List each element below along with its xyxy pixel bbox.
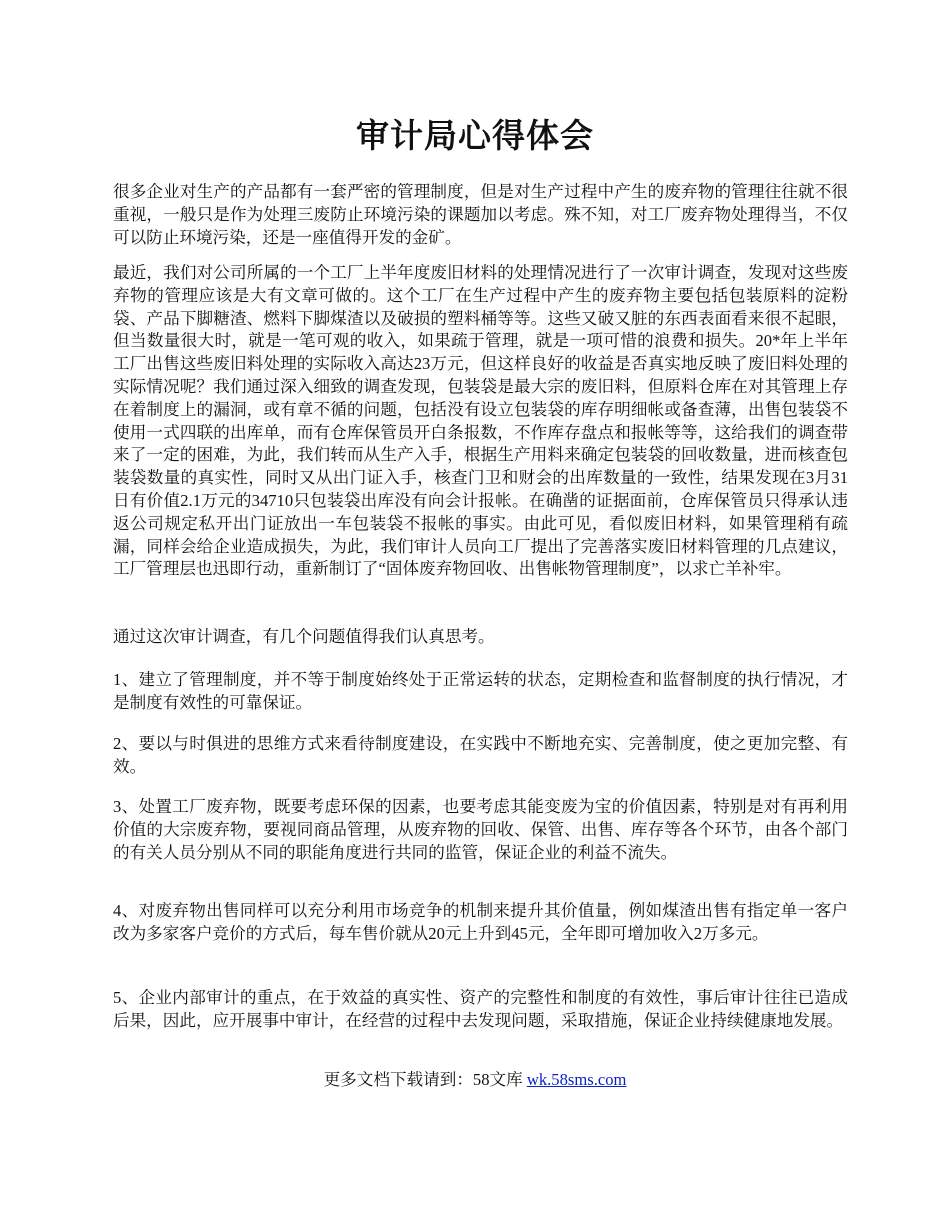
footer-link[interactable]: wk.58sms.com: [526, 1070, 627, 1089]
document-title: 审计局心得体会: [356, 116, 594, 155]
paragraph-point-4: 4、对废弃物出售同样可以充分利用市场竞争的机制来提升其价值量，例如煤渣出售有指定单一客户改为多家客户竞价的方式后，每车售价就从20元上升到45元，全年即可增加收入2万多元。: [113, 901, 848, 943]
paragraph-audit-case: 最近，我们对公司所属的一个工厂上半年度废旧材料的处理情况进行了一次审计调查，发现对这些废弃物的管理应该是大有文章可做的。这个工厂在生产过程中产生的废弃物主要包括包装原料的淀粉袋、产品下脚糖渣、燃料下脚煤渣以及破损的塑料桶等等。这些又破又脏的东西表面看来很不起眼，但当数量很大时，就是一笔可观的收入，如果疏于管理，就是一项可惜的浪费和损失。20*年上半年工厂出售这些废旧料处理的实际收入高达23万元，但这样良好的收益是否真实地反映了废旧料处理的实际情况呢？我们通过深入细致的调查发现，包装袋是最大宗的废旧料，但原料仓库在对其管理上存在着制度上的漏洞，或有章不循的问题，包括没有设立包装袋的库存明细帐或备查薄，出售包装袋不使用一式四联的出库单，而有仓库保管员开白条报数，不作库存盘点和报帐等等，这给我们的调查带来了一定的困难，为此，我们转而从生产入手，根据生产用料来确定包装袋的回收数量，进而核查包装袋数量的真实性，同时又从出门证入手，核查门卫和财会的出库数量的一致性，结果发现在3月31日有价值2.1万元的34710只包装袋出库没有向会计报帐。在确凿的证据面前，仓库保管员只得承认违返公司规定私开出门证放出一车包装袋不报帐的事实。由此可见，看似废旧材料，如果管理稍有疏漏，同样会给企业造成损失，为此，我们审计人员向工厂提出了完善落实废旧材料管理的几点建议，工厂管理层也迅即行动，重新制订了“固体废弃物回收、出售帐物管理制度”，以求亡羊补牢。: [113, 263, 848, 579]
paragraph-point-3: 3、处置工厂废弃物，既要考虑环保的因素，也要考虑其能变废为宝的价值因素，特别是对有再利用价值的大宗废弃物，要视同商品管理，从废弃物的回收、保管、出售、库存等各个环节，由各个部门的有关人员分别从不同的职能角度进行共同的监管，保证企业的利益不流失。: [113, 797, 848, 862]
paragraph-reflection-lead: 通过这次审计调查，有几个问题值得我们认真思考。: [113, 627, 495, 646]
paragraph-point-1: 1、建立了管理制度，并不等于制度始终处于正常运转的状态，定期检查和监督制度的执行情况，才是制度有效性的可靠保证。: [113, 670, 848, 712]
footer: [0, 1068, 950, 1092]
paragraph-intro: 很多企业对生产的产品都有一套严密的管理制度，但是对生产过程中产生的废弃物的管理往往就不很重视，一般只是作为处理三废防止环境污染的课题加以考虑。殊不知，对工厂废弃物处理得当，不仅可以防止环境污染，还是一座值得开发的金矿。: [113, 182, 848, 247]
paragraph-point-2: 2、要以与时俱进的思维方式来看待制度建设，在实践中不断地充实、完善制度，使之更加完整、有效。: [113, 734, 848, 776]
footer-text: 更多文档下载请到：58文库: [323, 1070, 527, 1089]
paragraph-point-5: 5、企业内部审计的重点，在于效益的真实性、资产的完整性和制度的有效性，事后审计往往已造成后果，因此，应开展事中审计，在经营的过程中去发现问题，采取措施，保证企业持续健康地发展。: [113, 988, 848, 1030]
